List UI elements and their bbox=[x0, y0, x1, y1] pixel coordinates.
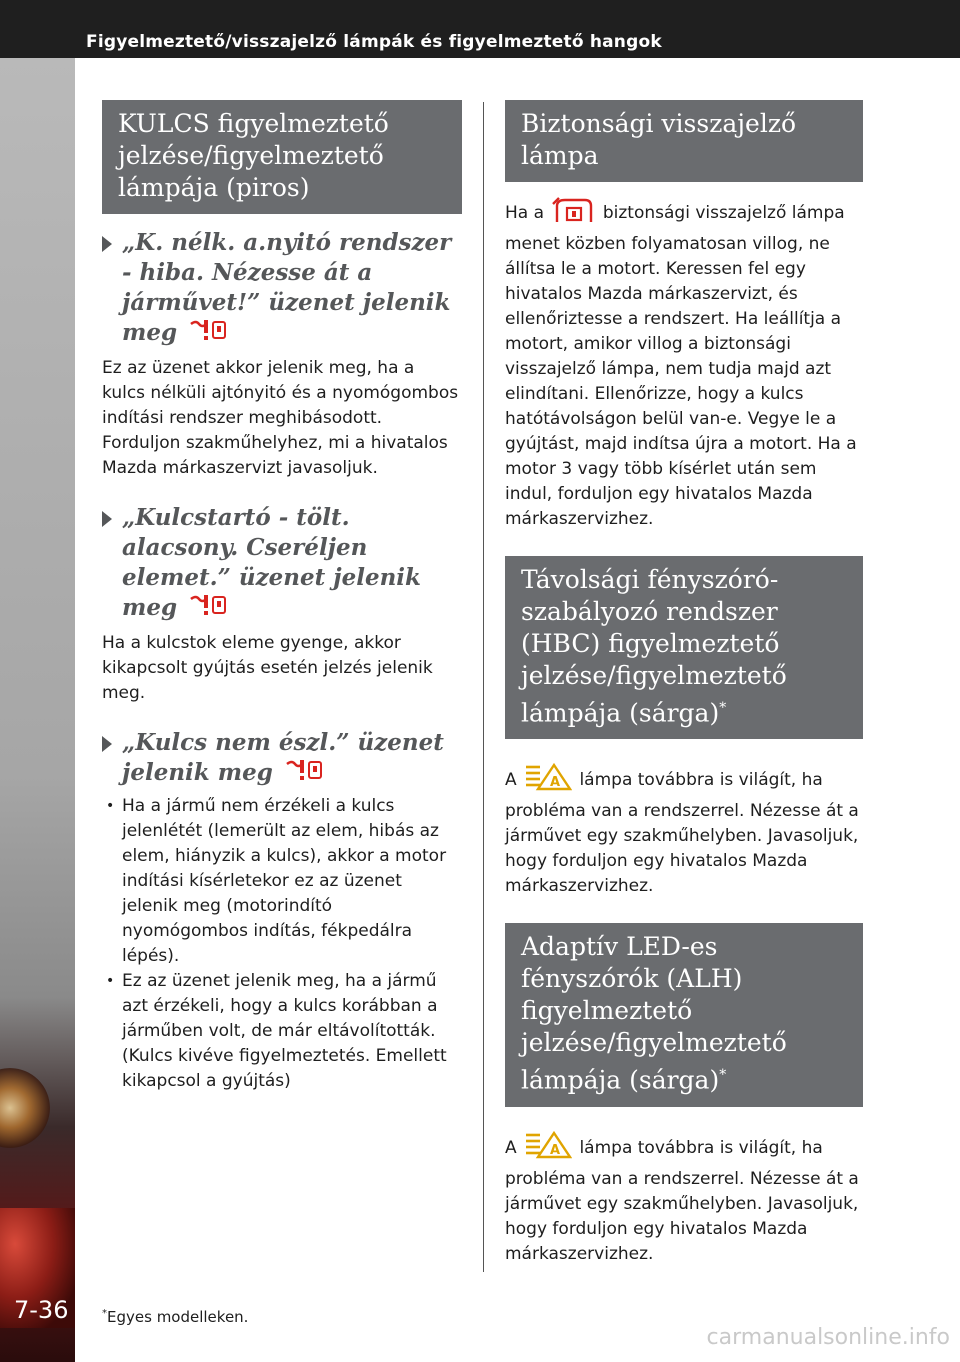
paragraph-security bbox=[505, 196, 863, 532]
section-heading-hbc bbox=[505, 556, 863, 739]
paragraph: Ez az üzenet akkor jelenik meg, ha a kulcs nélküli ajtónyitó és a nyomógombos indítási rendszer meghibásodott. Forduljon szakműhelyhez, mi a hivatalos Mazda márkaszervizt javasoljuk. bbox=[102, 358, 459, 478]
text-fragment: A bbox=[505, 1137, 517, 1158]
column-divider bbox=[483, 102, 484, 1272]
security-lamp-icon bbox=[551, 196, 595, 232]
headlight-warning-icon bbox=[524, 761, 572, 799]
text-fragment: Ha a bbox=[505, 203, 545, 223]
header-bar bbox=[0, 0, 960, 58]
key-warning-icon bbox=[189, 593, 229, 627]
bullet-triangle-icon bbox=[102, 511, 112, 527]
car-headlight-image bbox=[0, 1068, 50, 1148]
svg-text:A: A bbox=[550, 775, 561, 791]
subheading-text: „K. nélk. a.nyitó rendszer - hiba. Nézesse át a járművet!” üzenet jelenik meg bbox=[122, 229, 452, 346]
side-decoration bbox=[0, 58, 75, 1362]
paragraph-hbc bbox=[505, 761, 863, 899]
text-fragment: lámpa továbbra is világít, ha probléma van a rendszerrel. Nézesse át a járművet egy szakműhelyben. Javasoljuk, hogy forduljon egy hivatalos Mazda márkaszervizhez. bbox=[505, 770, 859, 897]
text-fragment: biztonsági visszajelző lámpa menet közben folyamatosan villog, ne állítsa le a motort. Keressen fel egy hivatalos Mazda márkaszervizt, és ellenőriztesse a rendszert. Ha leállítja a motort, amikor villog a biztonsági visszajelző lámpa, nem tudja majd azt elindítani. Ellenőrizze, hogy a kulcs hatótávolságon belül van-e. Vegye le a gyújtást, majd indítsa újra a motort. Ha a motor 3 vagy több kísérlet után sem indul, forduljon egy hivatalos Mazda márkaszervizhez. bbox=[505, 203, 857, 529]
asterisk: * bbox=[719, 700, 727, 716]
bullet-list bbox=[102, 794, 462, 1094]
text-fragment: lámpa továbbra is világít, ha probléma van a rendszerrel. Nézesse át a járművet egy szakműhelyben. Javasoljuk, hogy forduljon egy hivatalos Mazda márkaszervizhez. bbox=[505, 1137, 859, 1264]
svg-text:A: A bbox=[550, 1142, 561, 1158]
bullet-triangle-icon bbox=[102, 236, 112, 252]
left-column bbox=[102, 100, 462, 1094]
page-number: 7-36 bbox=[14, 1296, 69, 1324]
subheading-battery-low bbox=[102, 503, 462, 627]
key-warning-icon bbox=[285, 758, 325, 792]
section-heading-key: KULCS figyelmeztető jelzése/figyelmeztető lámpája (piros) bbox=[102, 100, 462, 214]
headlight-warning-icon bbox=[524, 1129, 572, 1167]
key-warning-icon bbox=[189, 318, 229, 352]
footnote bbox=[102, 1308, 248, 1326]
section-heading-security: Biztonsági visszajelző lámpa bbox=[505, 100, 863, 182]
paragraph-alh bbox=[505, 1129, 863, 1267]
subheading-text: „Kulcs nem észl.” üzenet jelenik meg bbox=[122, 729, 444, 786]
right-column bbox=[505, 100, 863, 1267]
heading-text: Adaptív LED-es fényszórók (ALH) figyelmeztető jelzése/figyelmeztető lámpája (sárga) bbox=[521, 932, 787, 1095]
footnote-text: Egyes modelleken. bbox=[107, 1308, 249, 1326]
text-fragment: A bbox=[505, 770, 517, 791]
list-item: • Ha a jármű nem érzékeli a kulcs jelenlétét (lemerült az elem, hibás az elem, hiányzik a kulcs), akkor a motor indítási kísérletekor ez az üzenet jelenik meg (motorindító nyomógombos indítás, fékpedálra lépés). bbox=[102, 794, 462, 969]
list-item: • Ez az üzenet jelenik meg, ha a jármű azt érzékeli, hogy a kulcs korábban a járműben volt, de már eltávolították. (Kulcs kivéve figyelmeztetés. Emellett kikapcsol a gyújtás) bbox=[102, 969, 462, 1094]
section-heading-alh bbox=[505, 923, 863, 1106]
subheading-keyless-fault bbox=[102, 228, 462, 352]
subheading-text: „Kulcstartó - tölt. alacsony. Cseréljen elemet.” üzenet jelenik meg bbox=[122, 504, 421, 621]
subheading-key-not-detected bbox=[102, 728, 462, 792]
page-title: Figyelmeztető/visszajelző lámpák és figyelmeztető hangok bbox=[86, 32, 662, 52]
asterisk: * bbox=[102, 1308, 107, 1319]
watermark: carmanualsonline.info bbox=[706, 1325, 950, 1350]
paragraph: Ha a kulcstok eleme gyenge, akkor kikapcsolt gyújtás esetén jelzés jelenik meg. bbox=[102, 633, 433, 703]
asterisk: * bbox=[719, 1067, 727, 1084]
heading-text: Távolsági fényszóró-szabályozó rendszer (HBC) figyelmeztető jelzése/figyelmeztető lámpája (sárga) bbox=[521, 565, 787, 728]
bullet-triangle-icon bbox=[102, 736, 112, 752]
